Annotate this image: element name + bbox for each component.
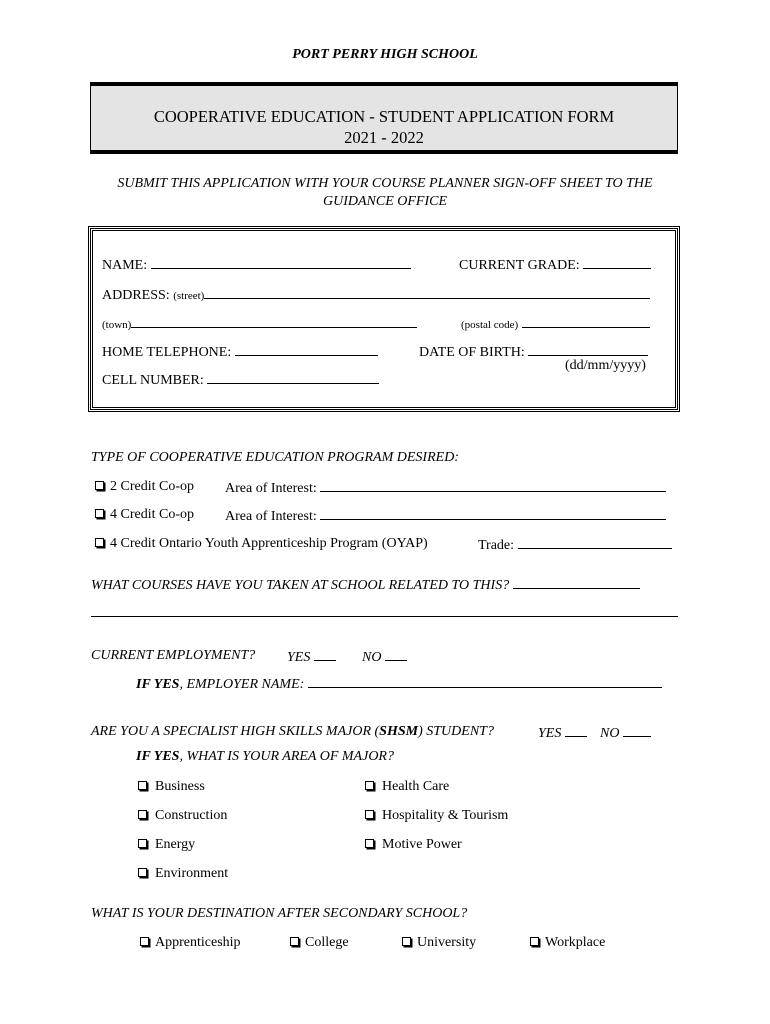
shsm-health-care-label: Health Care xyxy=(382,779,450,794)
employment-yes-field xyxy=(287,648,336,666)
employment-question: CURRENT EMPLOYMENT? xyxy=(91,648,256,663)
option-4credit-label: 4 Credit Co-op xyxy=(110,507,194,522)
name-field xyxy=(102,256,411,274)
destination-university-label: University xyxy=(417,935,477,950)
postal-field xyxy=(461,315,650,333)
cell-field xyxy=(102,371,379,389)
employment-no-input-line[interactable] xyxy=(385,648,407,661)
employment-yes-label: YES xyxy=(287,650,311,665)
home-phone-input-line[interactable] xyxy=(235,343,378,356)
cell-input-line[interactable] xyxy=(207,371,379,384)
grade-input-line[interactable] xyxy=(583,256,651,269)
area-interest-1-label: Area of Interest: xyxy=(225,481,317,496)
destination-college-label: College xyxy=(305,935,349,950)
shsm-construction-label: Construction xyxy=(155,808,228,823)
checkbox-hospitality[interactable] xyxy=(365,810,374,819)
option-2credit-label: 2 Credit Co-op xyxy=(110,479,194,494)
shsm-energy-label: Energy xyxy=(155,837,196,852)
checkbox-construction[interactable] xyxy=(138,810,147,819)
program-option-4credit[interactable] xyxy=(95,507,194,523)
instructions-line-1: SUBMIT THIS APPLICATION WITH YOUR COURSE PLANNER SIGN-OFF SHEET TO THE xyxy=(117,176,653,191)
address-town-field xyxy=(102,315,417,333)
shsm-environment-label: Environment xyxy=(155,866,229,881)
program-option-2credit[interactable] xyxy=(95,479,194,495)
shsm-question-part2: ) STUDENT? xyxy=(418,724,494,739)
shsm-option-health-care[interactable] xyxy=(365,779,449,795)
checkbox-business[interactable] xyxy=(138,781,147,790)
shsm-area-question xyxy=(136,749,394,765)
destination-option-apprenticeship[interactable] xyxy=(140,935,241,951)
name-label: NAME: xyxy=(102,258,148,273)
destination-option-workplace[interactable] xyxy=(530,935,605,951)
town-label: (town) xyxy=(102,319,132,331)
postal-label: (postal code) xyxy=(461,319,519,331)
checkbox-college[interactable] xyxy=(290,937,299,946)
trade-field xyxy=(478,536,672,554)
home-phone-field xyxy=(102,343,378,361)
employment-no-field xyxy=(362,648,407,666)
shsm-option-construction[interactable] xyxy=(138,808,227,824)
employer-input-line[interactable] xyxy=(308,675,662,688)
grade-field xyxy=(459,256,651,274)
employer-if-yes: IF YES xyxy=(136,677,180,692)
area-interest-2-field xyxy=(225,507,666,525)
town-input-line[interactable] xyxy=(131,315,417,328)
destination-question: WHAT IS YOUR DESTINATION AFTER SECONDARY SCHOOL? xyxy=(91,906,468,921)
employment-yes-input-line[interactable] xyxy=(314,648,336,661)
checkbox-apprenticeship[interactable] xyxy=(140,937,149,946)
dob-label: DATE OF BIRTH: xyxy=(419,345,525,360)
shsm-question-part1: ARE YOU A SPECIALIST HIGH SKILLS MAJOR ( xyxy=(91,724,380,739)
shsm-option-energy[interactable] xyxy=(138,837,195,853)
checkbox-environment[interactable] xyxy=(138,868,147,877)
shsm-option-environment[interactable] xyxy=(138,866,228,882)
area-interest-1-input-line[interactable] xyxy=(320,479,666,492)
employment-no-label: NO xyxy=(362,650,382,665)
trade-input-line[interactable] xyxy=(518,536,672,549)
shsm-area-label: , WHAT IS YOUR AREA OF MAJOR? xyxy=(179,749,394,764)
name-input-line[interactable] xyxy=(151,256,411,269)
courses-input-line-2[interactable] xyxy=(91,602,678,617)
grade-label: CURRENT GRADE: xyxy=(459,258,580,273)
shsm-no-field xyxy=(600,724,651,742)
trade-label: Trade: xyxy=(478,538,515,553)
destination-option-university[interactable] xyxy=(402,935,476,951)
checkbox-2credit[interactable] xyxy=(95,481,104,490)
shsm-question-bold: SHSM xyxy=(379,724,419,739)
checkbox-oyap[interactable] xyxy=(95,538,104,547)
checkbox-energy[interactable] xyxy=(138,839,147,848)
courses-input-line[interactable] xyxy=(513,576,640,589)
destination-workplace-label: Workplace xyxy=(545,935,606,950)
area-interest-2-label: Area of Interest: xyxy=(225,509,317,524)
shsm-business-label: Business xyxy=(155,779,205,794)
shsm-option-motive-power[interactable] xyxy=(365,837,462,853)
instructions-line-2: GUIDANCE OFFICE xyxy=(322,194,448,209)
program-heading: TYPE OF COOPERATIVE EDUCATION PROGRAM DESIRED: xyxy=(91,450,459,465)
dob-input-line[interactable] xyxy=(528,343,648,356)
postal-input-line[interactable] xyxy=(522,315,650,328)
checkbox-university[interactable] xyxy=(402,937,411,946)
checkbox-motive-power[interactable] xyxy=(365,839,374,848)
shsm-hospitality-label: Hospitality & Tourism xyxy=(382,808,509,823)
courses-field xyxy=(91,576,640,594)
shsm-if-yes: IF YES xyxy=(136,749,180,764)
area-interest-2-input-line[interactable] xyxy=(320,507,666,520)
employer-field xyxy=(136,675,662,693)
courses-question: WHAT COURSES HAVE YOU TAKEN AT SCHOOL RELATED TO THIS? xyxy=(91,578,510,593)
dob-format: (dd/mm/yyyy) xyxy=(565,358,646,373)
address-street-field xyxy=(102,286,650,304)
shsm-yes-label: YES xyxy=(538,726,562,741)
shsm-question xyxy=(91,724,494,740)
destination-apprenticeship-label: Apprenticeship xyxy=(155,935,241,950)
street-label: (street) xyxy=(173,290,205,302)
checkbox-4credit[interactable] xyxy=(95,509,104,518)
checkbox-health-care[interactable] xyxy=(365,781,374,790)
school-name: PORT PERRY HIGH SCHOOL xyxy=(292,47,478,62)
checkbox-workplace[interactable] xyxy=(530,937,539,946)
shsm-option-business[interactable] xyxy=(138,779,205,795)
option-oyap-label: 4 Credit Ontario Youth Apprenticeship Program (OYAP) xyxy=(110,536,428,551)
address-label: ADDRESS: xyxy=(102,288,170,303)
form-title-box xyxy=(90,82,678,154)
employer-label: , EMPLOYER NAME: xyxy=(179,677,305,692)
street-input-line[interactable] xyxy=(204,286,650,299)
form-title: COOPERATIVE EDUCATION - STUDENT APPLICATION FORM xyxy=(153,107,615,126)
shsm-option-hospitality[interactable] xyxy=(365,808,508,824)
destination-option-college[interactable] xyxy=(290,935,349,951)
program-option-oyap[interactable] xyxy=(95,536,428,552)
shsm-yes-input-line[interactable] xyxy=(565,724,587,737)
area-interest-1-field xyxy=(225,479,666,497)
shsm-no-label: NO xyxy=(600,726,620,741)
shsm-yes-field xyxy=(538,724,587,742)
form-year: 2021 - 2022 xyxy=(344,128,424,147)
home-phone-label: HOME TELEPHONE: xyxy=(102,345,232,360)
cell-label: CELL NUMBER: xyxy=(102,373,204,388)
shsm-no-input-line[interactable] xyxy=(623,724,651,737)
shsm-motive-power-label: Motive Power xyxy=(382,837,462,852)
